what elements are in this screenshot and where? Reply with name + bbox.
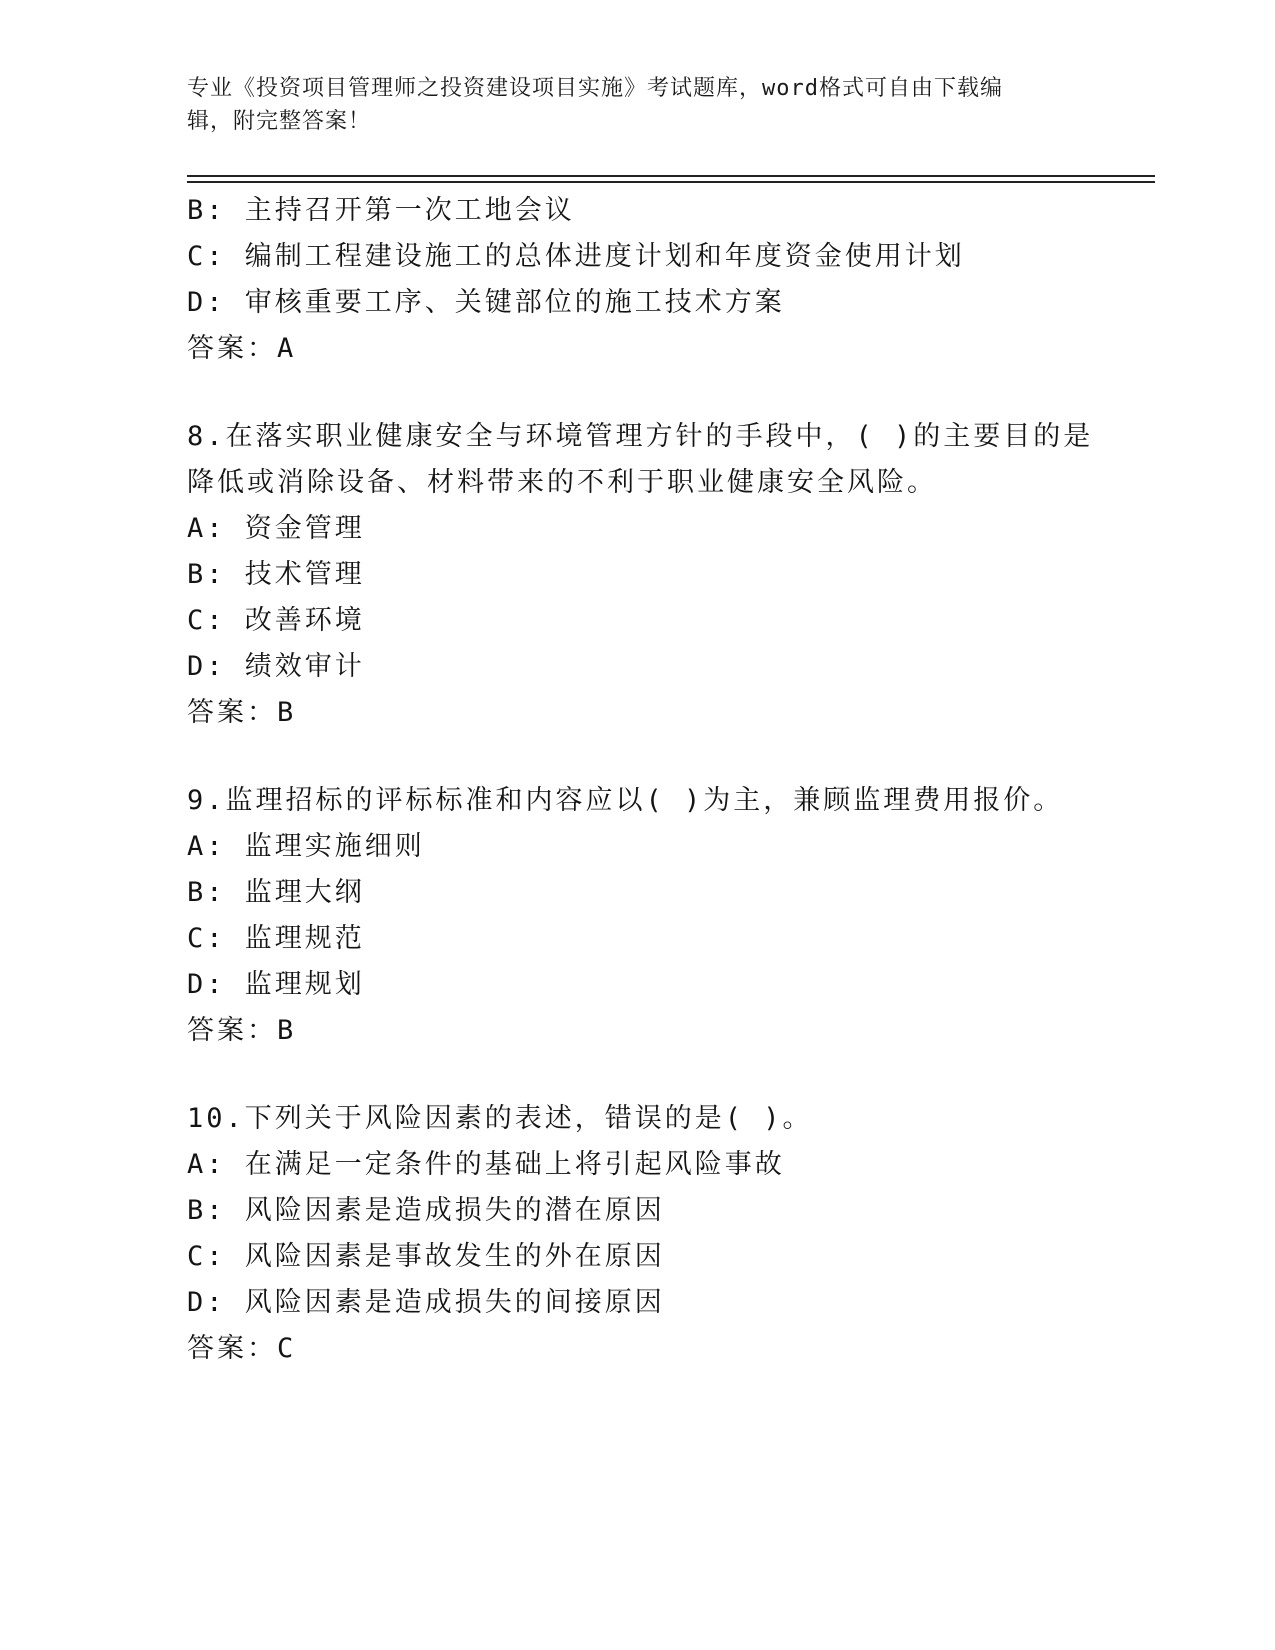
q9-option-a: A: 监理实施细则	[187, 831, 425, 862]
q10-option-c: C: 风险因素是事故发生的外在原因	[187, 1241, 665, 1272]
q9-option-c: C: 监理规范	[187, 923, 365, 954]
q9-answer: 答案：B	[187, 1015, 297, 1046]
header-divider-top	[187, 175, 1155, 177]
question-spacer	[187, 1054, 1147, 1096]
question-spacer	[187, 736, 1147, 778]
q8-option-b: B: 技术管理	[187, 559, 365, 590]
q8-option-d: D: 绩效审计	[187, 651, 365, 682]
q7-option-c: C: 编制工程建设施工的总体进度计划和年度资金使用计划	[187, 241, 965, 272]
q10-option-a: A: 在满足一定条件的基础上将引起风险事故	[187, 1149, 785, 1180]
header-line-2: 辑，附完整答案！	[187, 109, 372, 134]
q8-answer: 答案：B	[187, 697, 297, 728]
question-spacer	[187, 372, 1147, 414]
q8-option-a: A: 资金管理	[187, 513, 365, 544]
q7-option-b: B: 主持召开第一次工地会议	[187, 195, 575, 226]
question-content	[187, 188, 1147, 1372]
q9-option-d: D: 监理规划	[187, 969, 365, 1000]
header-line-1: 专业《投资项目管理师之投资建设项目实施》考试题库，word格式可自由下载编	[187, 76, 1003, 101]
header-divider-bottom	[187, 181, 1155, 183]
question-8	[187, 414, 1147, 736]
document-header	[187, 72, 1067, 138]
question-9	[187, 778, 1147, 1054]
q10-stem: 10.下列关于风险因素的表述，错误的是( )。	[187, 1103, 813, 1134]
q8-stem-line-1: 8.在落实职业健康安全与环境管理方针的手段中，( )的主要目的是	[187, 421, 1094, 452]
question-10	[187, 1096, 1147, 1372]
q8-option-c: C: 改善环境	[187, 605, 365, 636]
q9-option-b: B: 监理大纲	[187, 877, 365, 908]
q9-stem: 9.监理招标的评标标准和内容应以( )为主，兼顾监理费用报价。	[187, 785, 1064, 816]
q7-answer: 答案：A	[187, 333, 297, 364]
q10-option-d: D: 风险因素是造成损失的间接原因	[187, 1287, 665, 1318]
q10-answer: 答案：C	[187, 1333, 297, 1364]
q8-stem-line-2: 降低或消除设备、材料带来的不利于职业健康安全风险。	[187, 467, 937, 498]
q10-option-b: B: 风险因素是造成损失的潜在原因	[187, 1195, 665, 1226]
question-7-options	[187, 188, 1147, 372]
q7-option-d: D: 审核重要工序、关键部位的施工技术方案	[187, 287, 785, 318]
